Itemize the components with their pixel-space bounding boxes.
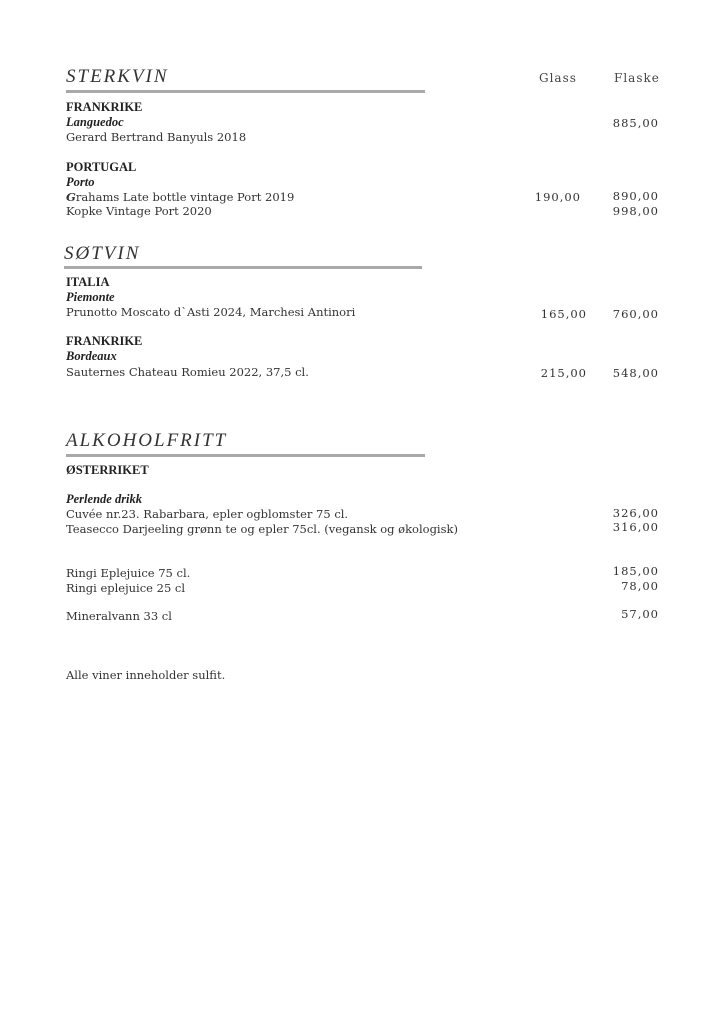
section-divider [64,266,422,269]
country-heading: ITALIA [66,275,110,289]
column-header-bottle: Flaske [614,71,660,85]
glass-price: 190,00 [534,190,581,204]
menu-item-initial: G [66,190,76,204]
menu-item-name [66,190,294,204]
region-heading: Languedoc [66,115,124,129]
bottle-price: 326,00 [612,506,659,520]
section-divider [66,90,425,93]
section-divider [66,454,425,457]
menu-item-name: Kopke Vintage Port 2020 [66,204,212,218]
country-heading: FRANKRIKE [66,334,143,348]
bottle-price: 890,00 [612,189,659,203]
section-title-sotvin: SØTVIN [64,243,141,264]
country-heading: PORTUGAL [66,160,137,174]
sulfite-note: Alle viner inneholder sulfit. [66,668,226,682]
country-heading: FRANKRIKE [66,100,143,114]
bottle-price: 316,00 [612,520,659,534]
region-heading: Perlende drikk [66,492,143,506]
section-title-sterkvin: STERKVIN [66,66,169,87]
menu-item-name: Ringi eplejuice 25 cl [66,581,186,595]
region-heading: Porto [66,175,95,189]
menu-item-name: Mineralvann 33 cl [66,609,172,623]
menu-item-name-rest: rahams Late bottle vintage Port 2019 [75,190,295,204]
menu-item-name: Prunotto Moscato d`Asti 2024, Marchesi Antinori [66,305,356,319]
bottle-price: 760,00 [612,307,659,321]
menu-item-name: Sauternes Chateau Romieu 2022, 37,5 cl. [66,365,309,379]
bottle-price: 57,00 [621,607,659,621]
menu-item-name: Cuvée nr.23. Rabarbara, epler ogblomster 75 cl. [66,507,349,521]
country-heading: ØSTERRIKET [66,463,149,477]
menu-item-name: Teasecco Darjeeling grønn te og epler 75cl. (vegansk og økologisk) [66,522,458,536]
menu-item-name: Gerard Bertrand Banyuls 2018 [66,130,247,144]
bottle-price: 885,00 [612,116,659,130]
glass-price: 165,00 [540,307,587,321]
bottle-price: 78,00 [621,579,659,593]
region-heading: Bordeaux [66,349,117,363]
bottle-price: 185,00 [612,564,659,578]
glass-price: 215,00 [540,366,587,380]
menu-item-name: Ringi Eplejuice 75 cl. [66,566,191,580]
column-header-glass: Glass [539,71,577,85]
bottle-price: 548,00 [612,366,659,380]
bottle-price: 998,00 [612,204,659,218]
section-title-alkoholfritt: ALKOHOLFRITT [66,430,228,451]
region-heading: Piemonte [66,290,115,304]
